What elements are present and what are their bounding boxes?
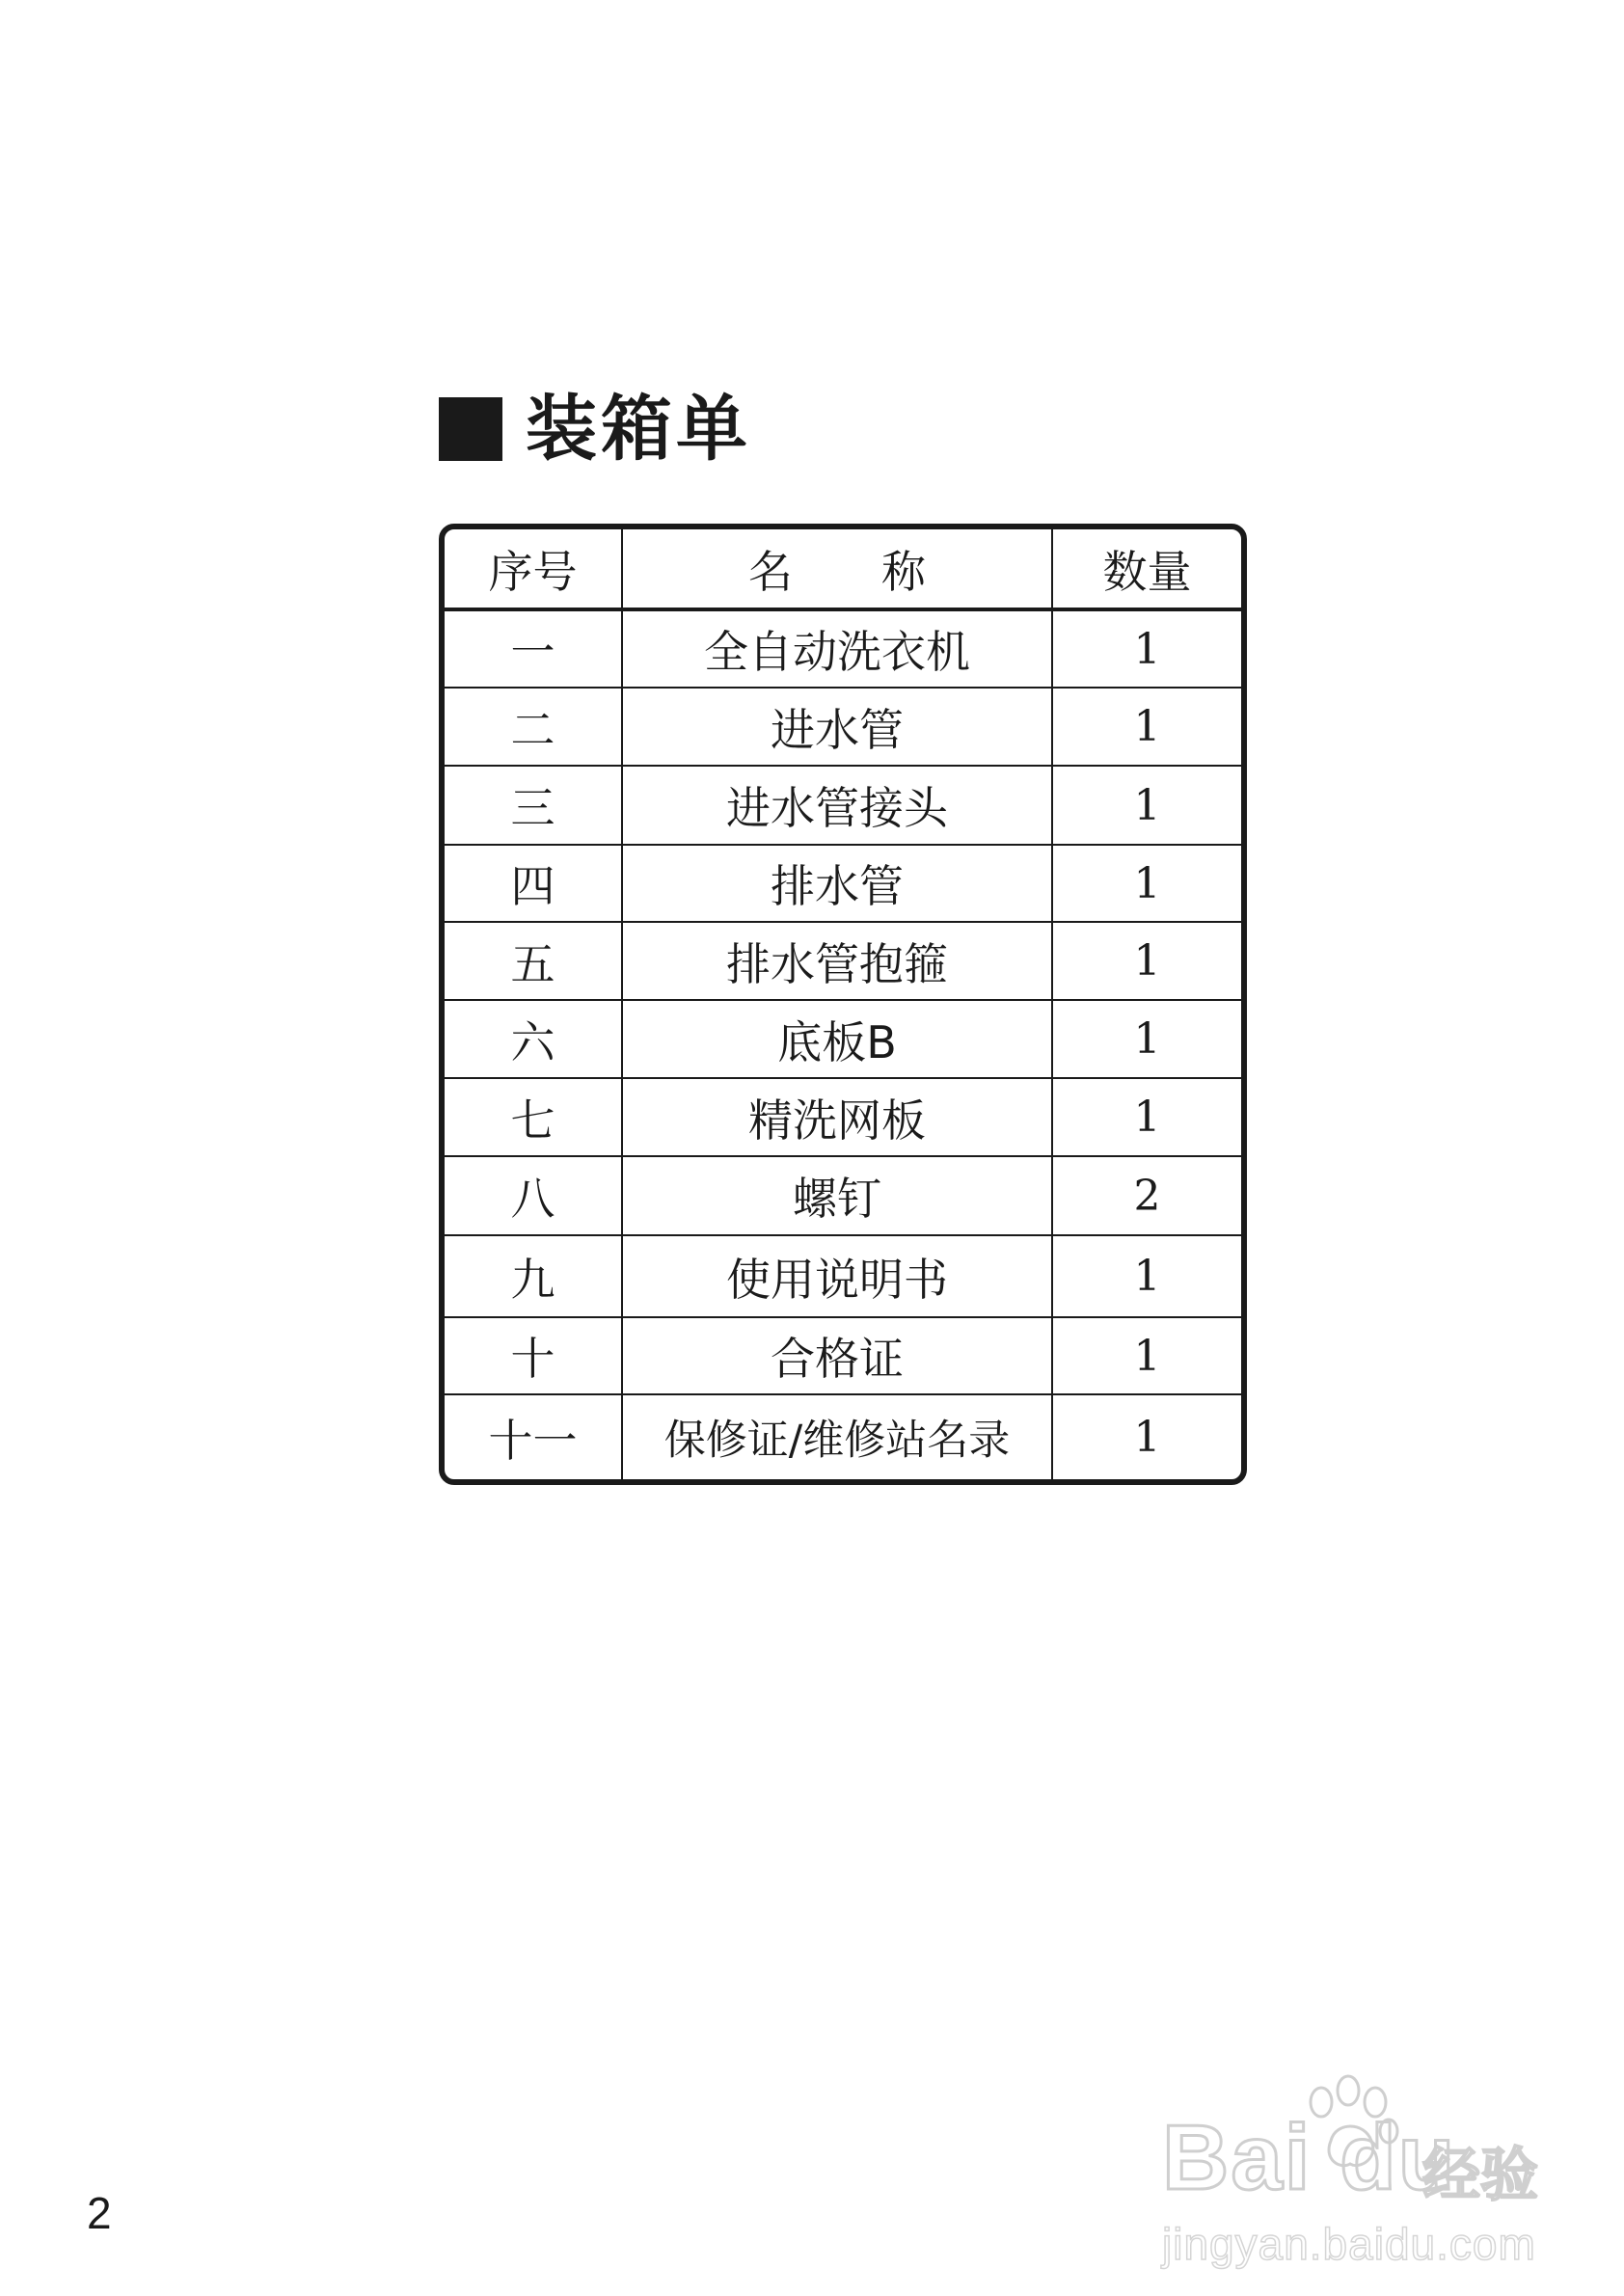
row-name: 合格证: [623, 1318, 1053, 1393]
row-qty: 1: [1133, 624, 1161, 674]
section-title: [439, 386, 751, 473]
packing-list-table: [439, 524, 1247, 1485]
row-qty: 1: [1133, 1093, 1161, 1142]
row-no: 二: [445, 689, 623, 765]
section-title-text: 装箱单: [526, 388, 751, 471]
row-no: 七: [445, 1079, 623, 1155]
row-qty: 1: [1133, 1413, 1161, 1462]
baidu-jingyan-watermark: [1162, 2073, 1557, 2269]
table-row: [445, 1077, 1241, 1155]
table-row: [445, 687, 1241, 765]
row-no: 十一: [445, 1395, 623, 1479]
row-no: 八: [445, 1157, 623, 1234]
table-row: [445, 999, 1241, 1077]
table-row: [445, 609, 1241, 687]
row-no: 十: [445, 1318, 623, 1393]
row-name: 底板B: [623, 1001, 1053, 1077]
table-row: [445, 921, 1241, 999]
row-qty: 1: [1133, 858, 1161, 908]
row-name: 保修证/维修站名录: [623, 1395, 1053, 1479]
row-no: 五: [445, 923, 623, 999]
table-row: [445, 1393, 1241, 1479]
watermark-logo: Bai du: [1162, 2106, 1457, 2209]
row-name: 排水管抱箍: [623, 923, 1053, 999]
row-no: 四: [445, 846, 623, 921]
row-no: 三: [445, 767, 623, 844]
header-no: 序号: [445, 529, 623, 608]
row-qty: 1: [1133, 1014, 1161, 1064]
row-qty: 1: [1133, 1252, 1161, 1301]
table-row: [445, 1155, 1241, 1234]
row-qty: 2: [1133, 1171, 1161, 1221]
row-qty: 1: [1133, 780, 1161, 830]
row-qty: 1: [1133, 1331, 1161, 1381]
row-no: 九: [445, 1236, 623, 1316]
watermark-brand: 经验: [1422, 2142, 1538, 2209]
row-qty: 1: [1133, 702, 1161, 751]
table-row: [445, 1316, 1241, 1393]
row-name: 进水管: [623, 689, 1053, 765]
row-no: 一: [445, 611, 623, 687]
row-name: 进水管接头: [623, 767, 1053, 844]
row-name: 螺钉: [623, 1157, 1053, 1234]
row-name: 精洗网板: [623, 1079, 1053, 1155]
watermark-url: jingyan.baidu.com: [1162, 2219, 1536, 2269]
header-name: 名 称: [623, 529, 1053, 608]
table-row: [445, 765, 1241, 844]
table-row: [445, 844, 1241, 921]
table-header-row: [445, 529, 1241, 609]
row-name: 全自动洗衣机: [623, 611, 1053, 687]
row-name: 排水管: [623, 846, 1053, 921]
row-qty: 1: [1133, 936, 1161, 986]
title-square-icon: [439, 397, 502, 461]
header-qty: 数量: [1102, 545, 1192, 598]
table-row: [445, 1234, 1241, 1316]
page-number: 2: [87, 2188, 112, 2238]
row-no: 六: [445, 1001, 623, 1077]
row-name: 使用说明书: [623, 1236, 1053, 1316]
